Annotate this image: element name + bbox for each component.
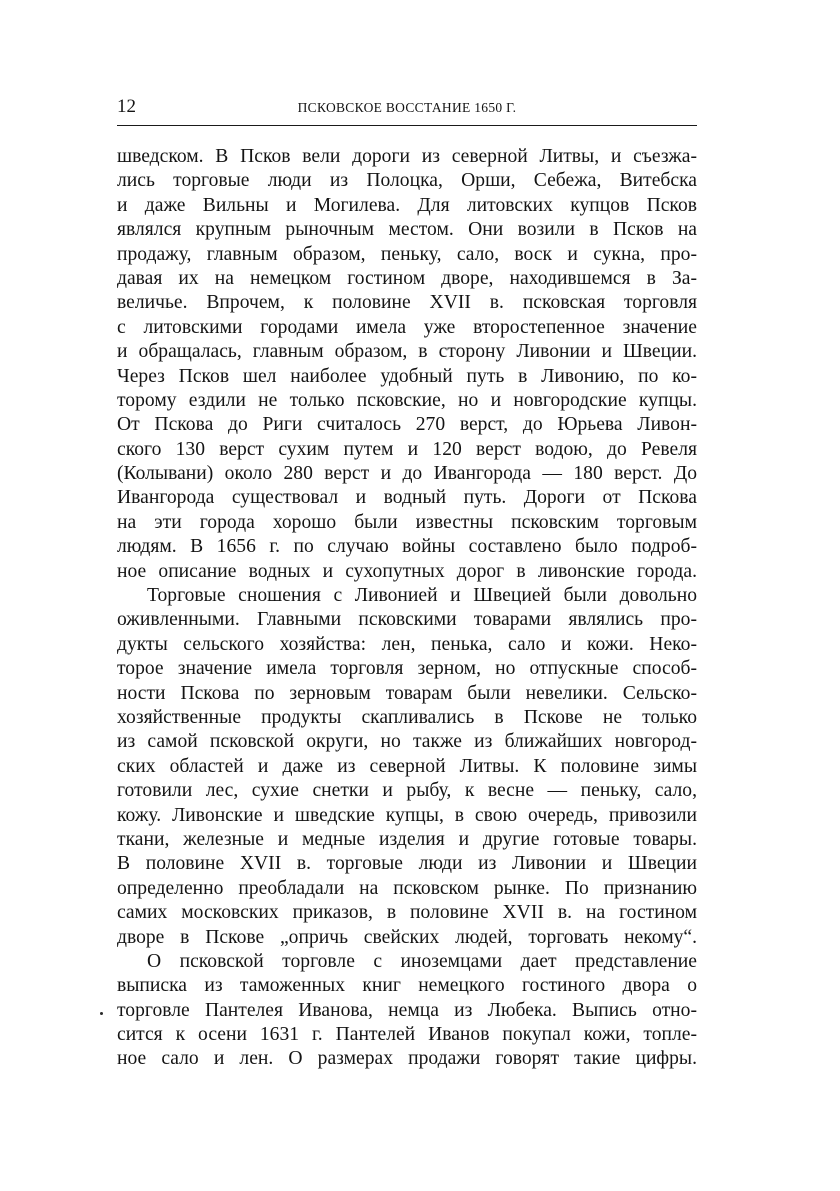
text-line: сится к осени 1631 г. Пантелей Иванов покупал кожи, топле- <box>117 1024 697 1046</box>
text-line: ских областей и даже из северной Литвы. К половине зимы <box>117 755 697 777</box>
text-line: торговле Пантелея Иванова, немца из Любека. Выпись отно- <box>117 999 697 1021</box>
text-line: кожу. Ливонские и шведские купцы, в свою очередь, привозили <box>117 804 697 826</box>
text-line: ное описание водных и сухопутных дорог в ливонские города. <box>117 560 697 582</box>
text-line: Торговые сношения с Ливонией и Швецией были довольно <box>147 585 697 607</box>
text-line: Ивангорода существовал и водный путь. Дороги от Пскова <box>117 487 697 509</box>
text-line: ное сало и лен. О размерах продажи говорят такие цифры. <box>117 1048 697 1070</box>
text-line: торому ездили не только псковские, но и новгородские купцы. <box>117 389 697 411</box>
text-line: с литовскими городами имела уже второстепенное значение <box>117 316 697 338</box>
text-line: оживленными. Главными псковскими товарами являлись про- <box>117 609 697 631</box>
text-line: шведском. В Псков вели дороги из северной Литвы, и съезжа- <box>117 146 697 167</box>
paragraph-2 <box>117 584 697 950</box>
text-line: выписка из таможенных книг немецкого гостиного двора о <box>117 975 697 997</box>
text-line: и даже Вильны и Могилева. Для литовских купцов Псков <box>117 194 697 216</box>
text-line: ткани, железные и медные изделия и другие готовые товары. <box>117 828 697 850</box>
text-line: на эти города хорошо были известны псковским торговым <box>117 511 697 533</box>
text-line: определенно преобладали на псковском рынке. По признанию <box>117 877 697 899</box>
text-line: дворе в Пскове „опричь свейских людей, торговать некому“. <box>117 926 697 948</box>
header-rule <box>117 125 697 126</box>
text-line: лись торговые люди из Полоцка, Орши, Себежа, Витебска <box>117 170 697 192</box>
text-line: продажу, главным образом, пеньку, сало, воск и сукна, про- <box>117 243 697 265</box>
text-line: готовили лес, сухие снетки и рыбу, к весне — пеньку, сало, <box>117 780 697 802</box>
text-line: (Колывани) около 280 верст и до Ивангорода — 180 верст. До <box>117 463 697 485</box>
text-line: ского 130 верст сухим путем и 120 верст водою, до Ревеля <box>117 438 697 460</box>
text-line: торое значение имела торговля зерном, но отпускные способ- <box>117 658 697 680</box>
margin-mark <box>100 1012 103 1015</box>
paragraph-1 <box>117 145 697 584</box>
text-line: и обращалась, главным образом, в сторону Ливонии и Швеции. <box>117 341 697 363</box>
text-line: людям. В 1656 г. по случаю войны составлено было подроб- <box>117 536 697 558</box>
text-line: самих московских приказов, в половине XVII в. на гостином <box>117 902 697 924</box>
body-text <box>117 145 697 1072</box>
paragraph-3 <box>117 950 697 1072</box>
text-line: В половине XVII в. торговые люди из Ливонии и Швеции <box>117 853 697 875</box>
text-line: Через Псков шел наиболее удобный путь в Ливонию, по ко- <box>117 365 697 387</box>
text-line: От Пскова до Риги считалось 270 верст, до Юрьева Ливон- <box>117 414 697 436</box>
running-title: ПСКОВСКОЕ ВОССТАНИЕ 1650 Г. <box>297 100 517 115</box>
page-header <box>117 96 697 118</box>
text-line: О псковской торговле с иноземцами дает представление <box>147 950 697 972</box>
text-line: дукты сельского хозяйства: лен, пенька, сало и кожи. Неко- <box>117 633 697 655</box>
text-line: являлся крупным рыночным местом. Они возили в Псков на <box>117 219 697 241</box>
text-line: величье. Впрочем, к половине XVII в. псковская торговля <box>117 292 697 314</box>
text-line: хозяйственные продукты скапливались в Пскове не только <box>117 706 697 728</box>
page-number: 12 <box>117 96 136 117</box>
text-line: из самой псковской округи, но также из ближайших новгород- <box>117 731 697 753</box>
text-line: давая их на немецком гостином дворе, находившемся в За- <box>117 267 697 289</box>
text-line: ности Пскова по зерновым товарам были невелики. Сельско- <box>117 682 697 704</box>
